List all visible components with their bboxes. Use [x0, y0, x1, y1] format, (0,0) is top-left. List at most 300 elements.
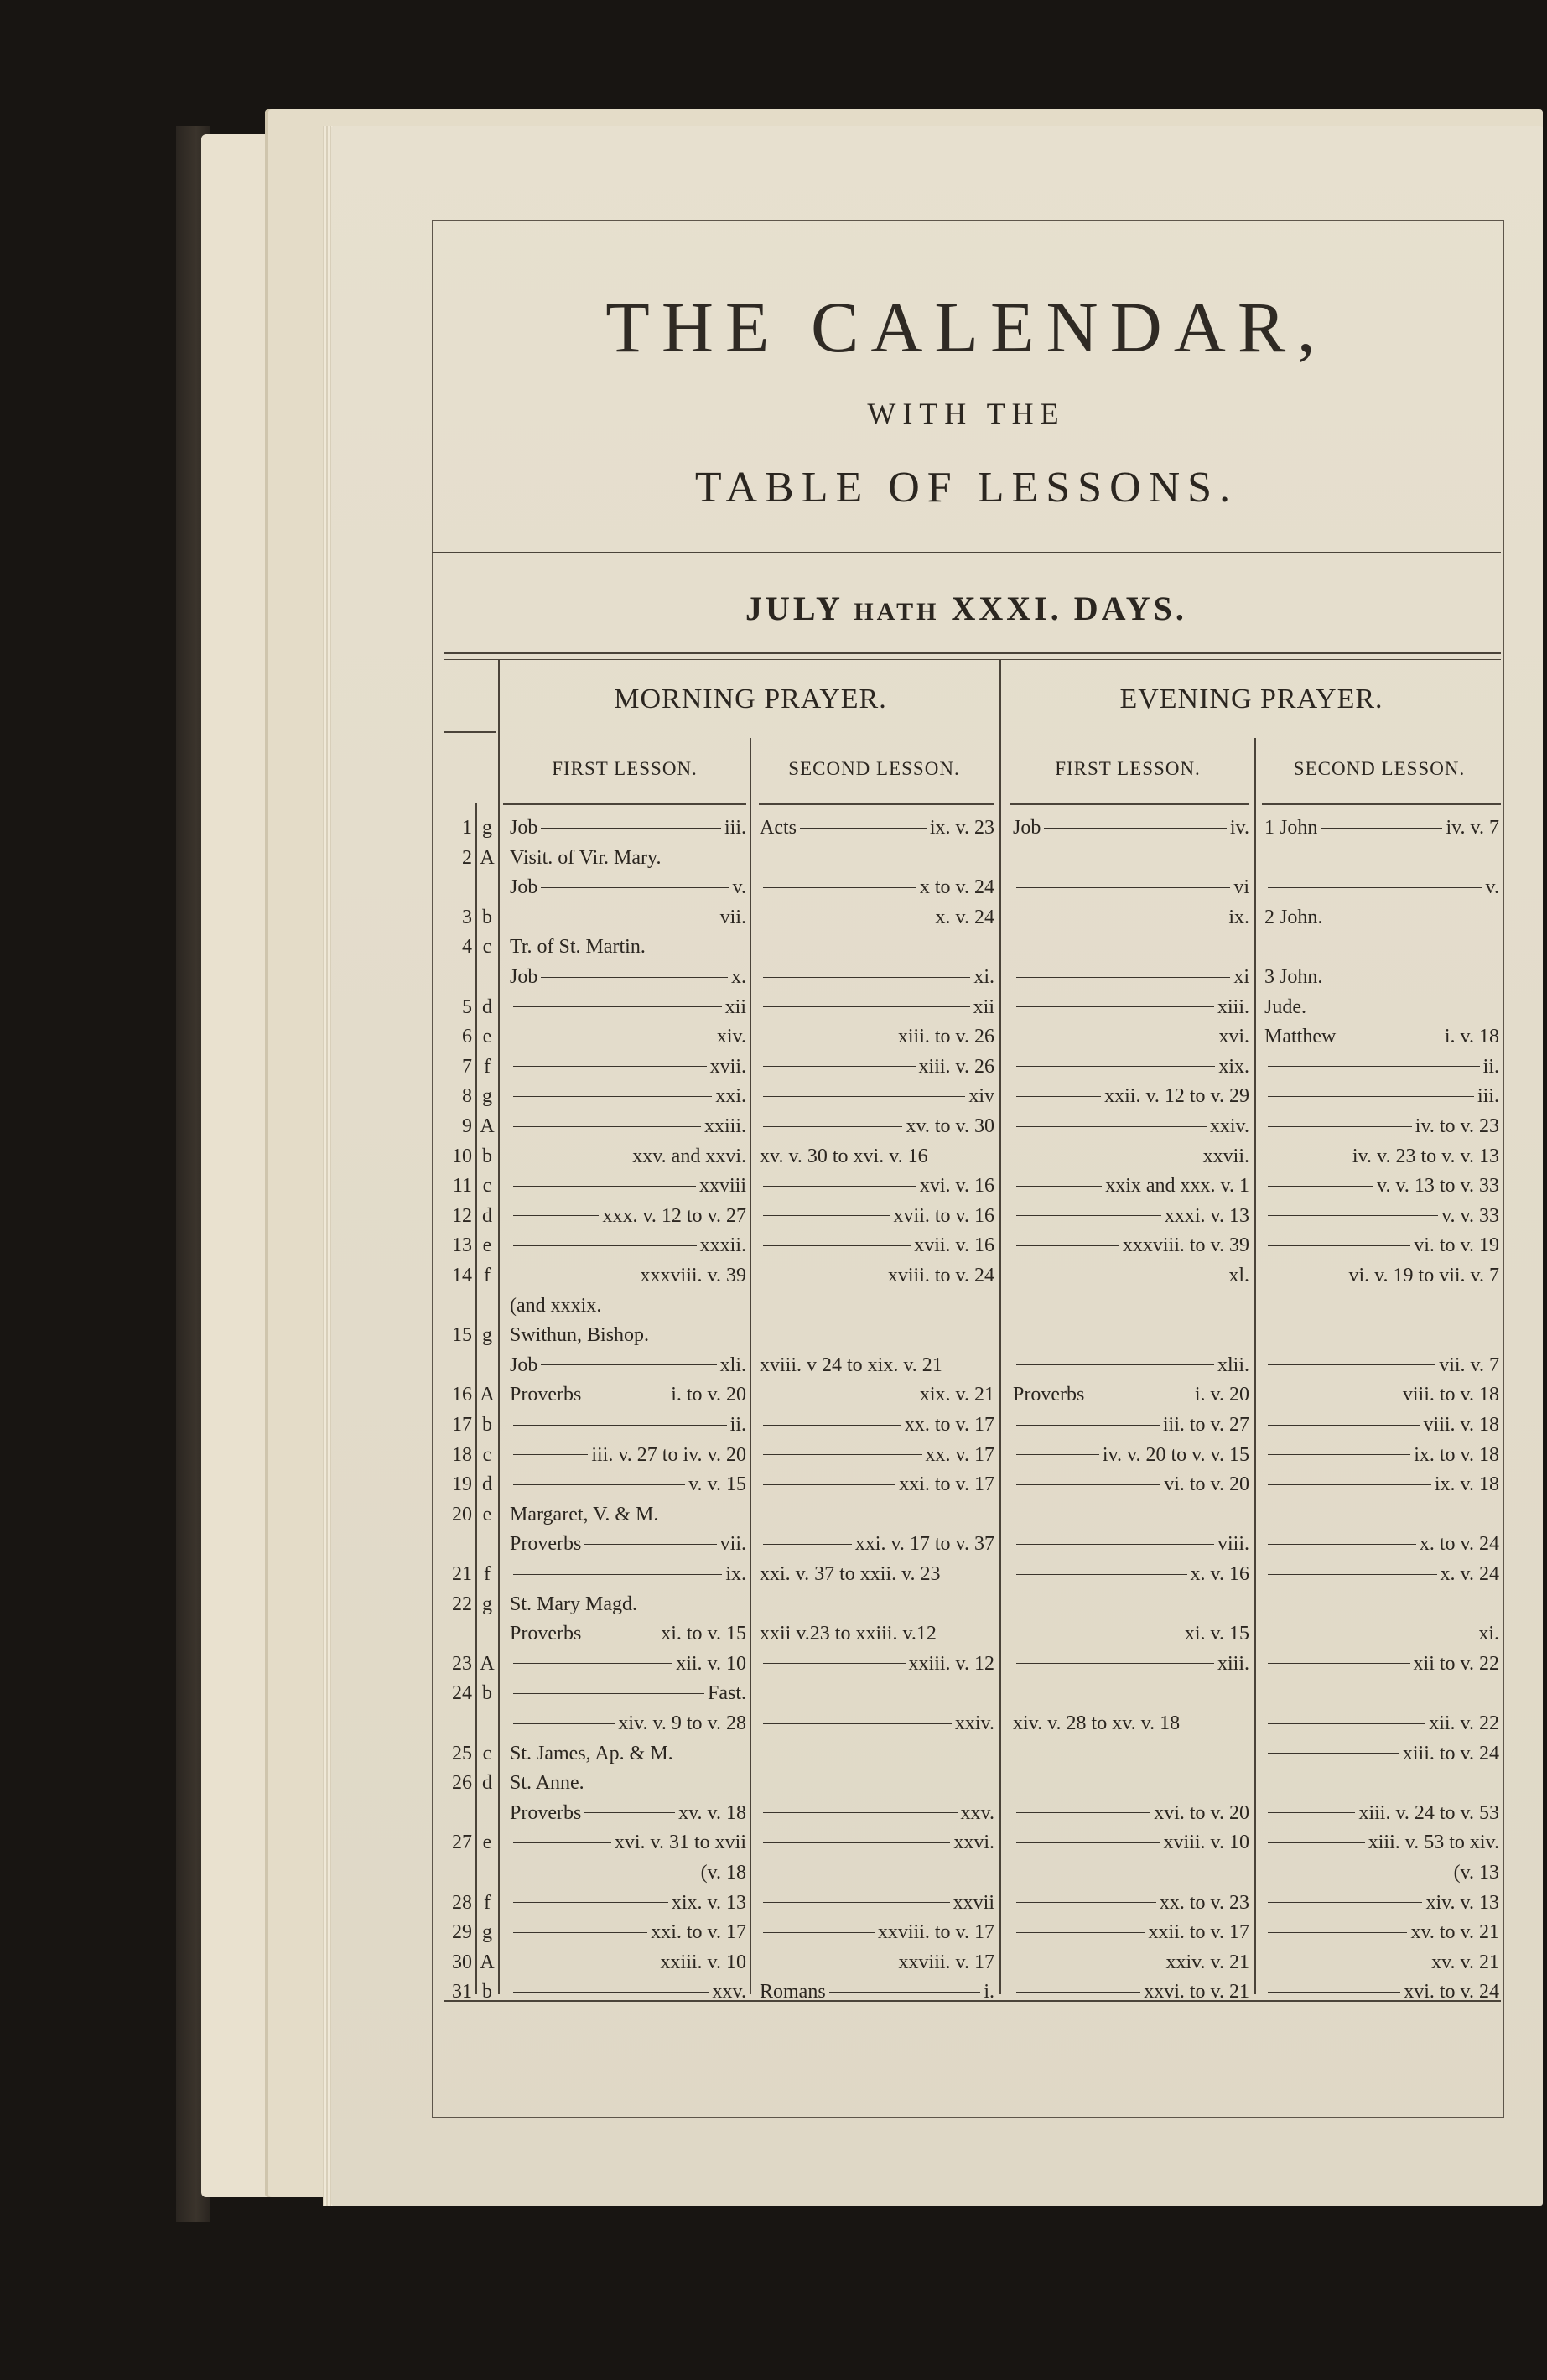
leader-line	[763, 1425, 901, 1426]
lesson-chapter: i. v. 18	[1444, 1026, 1499, 1048]
day-number: 21	[452, 1563, 472, 1585]
lesson-book: Visit. of Vir. Mary.	[510, 846, 662, 869]
day-number: 9	[462, 1115, 472, 1137]
lesson-chapter: xix. v. 21	[919, 1384, 994, 1406]
lesson-chapter: xxvii	[953, 1891, 994, 1914]
dominical-letter: A	[480, 846, 495, 869]
leader-line	[1268, 1842, 1365, 1843]
leader-line	[1268, 1425, 1420, 1426]
rule-under-title	[432, 552, 1501, 553]
lesson-chapter: xix.	[1218, 1055, 1249, 1078]
lesson-cell	[1264, 813, 1499, 842]
dominical-letter: c	[482, 1175, 492, 1198]
leader-line	[1268, 1544, 1416, 1545]
lesson-chapter: xvii. v. 16	[914, 1234, 994, 1257]
lesson-cell	[760, 993, 994, 1021]
leader-line	[763, 1096, 965, 1097]
col-rule-3	[1010, 803, 1249, 805]
lesson-cell	[510, 1112, 746, 1141]
lesson-cell	[760, 1082, 994, 1110]
dominical-letter: A	[480, 1115, 495, 1137]
morning-prayer-header: MORNING PRAYER.	[614, 683, 887, 715]
lesson-chapter: xxxii.	[699, 1234, 746, 1257]
lesson-cell	[510, 1858, 746, 1887]
leader-line	[763, 1454, 922, 1455]
lesson-chapter: xxix and xxx. v. 1	[1105, 1175, 1249, 1198]
lesson-chapter: xl.	[1228, 1265, 1249, 1286]
divider-day-letter	[475, 803, 477, 1994]
lesson-book: Proverbs	[510, 1801, 582, 1824]
leader-line	[513, 1663, 672, 1664]
lesson-cell	[1264, 903, 1499, 932]
lesson-chapter: xv. to v. 30	[906, 1115, 994, 1137]
lesson-cell	[510, 1321, 746, 1349]
lesson-cell	[510, 1261, 746, 1290]
lesson-chapter: xxi. v. 17 to v. 37	[854, 1533, 994, 1556]
lesson-cell	[760, 903, 994, 932]
leader-line	[1016, 1454, 1099, 1455]
month-name: JULY	[745, 590, 854, 627]
lesson-cell	[760, 1530, 994, 1558]
leader-line	[513, 1693, 704, 1694]
leader-line	[541, 1364, 716, 1365]
dominical-letter: d	[482, 995, 492, 1018]
lesson-cell	[510, 1799, 746, 1827]
lesson-chapter: xxi. to v. 17	[651, 1921, 746, 1944]
morning-second-lesson-header: SECOND LESSON.	[788, 758, 960, 779]
lesson-chapter: v.	[732, 876, 746, 899]
lesson-cell	[510, 1590, 746, 1619]
lesson-book: Proverbs	[510, 1623, 582, 1645]
lesson-chapter: v. v. 13 to v. 33	[1377, 1175, 1499, 1198]
leader-line	[1016, 1215, 1161, 1216]
lesson-chapter: ii.	[1482, 1055, 1499, 1078]
lesson-cell	[510, 1977, 746, 2006]
leader-line	[1016, 887, 1230, 888]
lesson-cell	[760, 1112, 994, 1141]
lesson-cell	[1264, 1470, 1499, 1499]
lesson-chapter: iv.	[1229, 817, 1249, 839]
lesson-cell	[1264, 1828, 1499, 1857]
lesson-cell	[760, 1948, 994, 1977]
lesson-chapter: vi. to v. 20	[1164, 1473, 1249, 1496]
dominical-letter	[479, 1709, 496, 1738]
lesson-chapter: xii. v. 10	[676, 1652, 746, 1675]
leader-line	[1268, 1574, 1437, 1575]
leader-line	[763, 1902, 950, 1903]
lesson-chapter: xii	[724, 995, 746, 1018]
lesson-chapter: xv. v. 18	[678, 1801, 746, 1824]
leader-line	[513, 1574, 722, 1575]
lesson-cell	[1013, 1172, 1249, 1200]
day-number: 19	[452, 1473, 472, 1496]
lesson-chapter: xvi. v. 31 to xvii	[614, 1832, 746, 1854]
dominical-letter: b	[482, 1682, 492, 1705]
lesson-cell	[1013, 1052, 1249, 1081]
lesson-cell	[760, 1799, 994, 1827]
leader-line	[513, 1126, 701, 1127]
day-number: 18	[452, 1443, 472, 1466]
day-number: 29	[452, 1921, 472, 1944]
lesson-chapter: xiii.	[1217, 995, 1249, 1018]
leader-line	[513, 1992, 709, 1993]
lesson-chapter: xvii.	[709, 1055, 746, 1078]
lesson-chapter: x. to v. 24	[1419, 1533, 1499, 1556]
lesson-book: Job	[510, 1354, 538, 1376]
leader-line	[1016, 1126, 1207, 1127]
lesson-cell	[510, 1650, 746, 1678]
lesson-cell	[760, 1202, 994, 1230]
leader-line	[541, 887, 729, 888]
dominical-letter: c	[482, 1443, 492, 1466]
lesson-chapter: viii. to v. 18	[1402, 1384, 1499, 1406]
lesson-cell	[1264, 963, 1499, 991]
leader-line	[1016, 1096, 1101, 1097]
day-number	[450, 1619, 472, 1648]
lesson-chapter: iv. v. 7	[1446, 817, 1499, 839]
dominical-letter	[479, 963, 496, 991]
dominical-letter	[479, 1530, 496, 1558]
lesson-chapter: xiii. v. 24 to v. 53	[1358, 1801, 1499, 1824]
day-number	[450, 1351, 472, 1380]
leader-line	[513, 1186, 696, 1187]
lesson-chapter: xiii. to v. 24	[1402, 1742, 1499, 1764]
lesson-cell	[510, 1709, 746, 1738]
leader-line	[513, 1454, 588, 1455]
lesson-cell	[760, 1172, 994, 1200]
lesson-book: Proverbs	[510, 1384, 582, 1406]
lesson-cell	[510, 1022, 746, 1051]
lesson-cell	[1013, 1619, 1249, 1648]
lesson-chapter: xxiv. v. 21	[1165, 1951, 1249, 1973]
leader-line	[763, 1006, 970, 1007]
lesson-chapter: xi.	[973, 966, 994, 988]
lesson-chapter: xxviii. v. 17	[898, 1951, 994, 1973]
leader-line	[1016, 1574, 1187, 1575]
lesson-cell	[760, 1231, 994, 1260]
lesson-chapter: v.	[1485, 876, 1499, 899]
lesson-chapter: Fast.	[707, 1682, 746, 1705]
dominical-letter: c	[482, 1742, 492, 1764]
lesson-book: xxi. v. 37 to xxii. v. 23	[760, 1563, 941, 1585]
lesson-chapter: ii.	[729, 1414, 746, 1436]
lesson-cell	[510, 1291, 746, 1320]
lesson-cell	[510, 844, 746, 872]
lesson-cell	[1264, 1231, 1499, 1260]
dominical-letter: e	[482, 1026, 492, 1048]
lesson-book: Job	[510, 966, 538, 988]
leader-line	[513, 1902, 668, 1903]
lesson-chapter: viii.	[1217, 1533, 1249, 1556]
lesson-cell	[510, 1411, 746, 1439]
lesson-chapter: iii.	[1477, 1085, 1499, 1108]
lesson-cell	[510, 1231, 746, 1260]
lesson-cell	[1264, 993, 1499, 1021]
lesson-cell	[1264, 1261, 1499, 1290]
lesson-cell	[1013, 1650, 1249, 1678]
lesson-cell	[760, 873, 994, 902]
lesson-chapter: xv. v. 21	[1431, 1951, 1499, 1973]
lesson-book: 3 John.	[1264, 966, 1323, 988]
lesson-cell	[510, 1172, 746, 1200]
dominical-letter: b	[482, 906, 492, 928]
lesson-chapter: ix.	[725, 1563, 746, 1585]
lesson-cell	[510, 1052, 746, 1081]
lesson-chapter: ix.	[1228, 906, 1249, 928]
dominical-letter: f	[484, 1055, 491, 1078]
lesson-cell	[1013, 1112, 1249, 1141]
day-number: 24	[452, 1682, 472, 1705]
lesson-chapter: x to v. 24	[919, 876, 994, 899]
lesson-book: xiv. v. 28 to xv. v. 18	[1013, 1712, 1181, 1734]
lesson-chapter: iii. to v. 27	[1162, 1414, 1249, 1436]
leader-line	[1268, 1126, 1412, 1127]
day-number: 23	[452, 1652, 472, 1675]
dominical-letter: d	[482, 1473, 492, 1496]
dominical-letter	[479, 1799, 496, 1827]
lesson-book: Jude.	[1264, 995, 1306, 1018]
lesson-book: xv. v. 30 to xvi. v. 16	[760, 1145, 928, 1167]
lesson-book: 1 John	[1264, 817, 1318, 839]
dominical-letter: g	[482, 1085, 492, 1108]
lesson-cell	[760, 1022, 994, 1051]
table-top-rule-2	[444, 659, 1501, 660]
lesson-cell	[760, 963, 994, 991]
lesson-book: Matthew	[1264, 1026, 1337, 1048]
lesson-cell	[1264, 1918, 1499, 1946]
lesson-cell	[760, 1619, 994, 1648]
lesson-cell	[510, 903, 746, 932]
day-number: 16	[452, 1384, 472, 1406]
lesson-chapter: xxi. to v. 17	[899, 1473, 994, 1496]
lesson-cell	[510, 1142, 746, 1171]
dominical-letter: A	[480, 1951, 495, 1973]
lesson-cell	[510, 1619, 746, 1648]
lesson-cell	[1264, 1202, 1499, 1230]
dominical-letter	[479, 1351, 496, 1380]
lesson-cell	[1264, 1889, 1499, 1917]
leader-line	[1016, 1544, 1214, 1545]
lesson-cell	[760, 1709, 994, 1738]
lesson-book: Job	[510, 876, 538, 899]
lesson-chapter: xxv. and xxvi.	[632, 1145, 746, 1167]
lesson-cell	[1264, 1052, 1499, 1081]
lesson-cell	[510, 1889, 746, 1917]
lesson-chapter: xxvi. to v. 21	[1144, 1981, 1249, 2003]
lesson-chapter: xx. to v. 23	[1159, 1891, 1249, 1914]
leader-line	[763, 1723, 952, 1724]
day-number: 3	[462, 906, 472, 928]
leader-line	[1268, 1992, 1400, 1993]
lesson-cell	[510, 1828, 746, 1857]
lesson-book: Acts	[760, 817, 797, 839]
lesson-chapter: x. v. 24	[935, 906, 994, 928]
lesson-cell	[510, 1530, 746, 1558]
leader-line	[763, 1812, 958, 1813]
lesson-chapter: i. to v. 20	[671, 1384, 746, 1406]
lesson-cell	[510, 873, 746, 902]
lesson-chapter: xiii. v. 26	[918, 1055, 994, 1078]
lesson-cell	[1013, 1202, 1249, 1230]
leader-line	[513, 1842, 611, 1843]
dominical-letter: b	[482, 1414, 492, 1436]
day-number: 25	[452, 1742, 472, 1764]
day-number: 5	[462, 995, 472, 1018]
lesson-chapter: xxii. to v. 17	[1148, 1921, 1249, 1944]
day-number: 20	[452, 1503, 472, 1525]
lesson-chapter: xviii. to v. 24	[887, 1265, 994, 1286]
lesson-cell	[1264, 1082, 1499, 1110]
lesson-book: Tr. of St. Martin.	[510, 936, 646, 959]
day-number	[450, 1709, 472, 1738]
day-number	[450, 1858, 472, 1887]
evening-prayer-header: EVENING PRAYER.	[1119, 683, 1383, 715]
lesson-cell	[1013, 1918, 1249, 1946]
dominical-letter: c	[482, 936, 492, 959]
lesson-cell	[510, 993, 746, 1021]
lesson-cell	[1013, 1560, 1249, 1588]
lesson-cell	[1264, 1172, 1499, 1200]
day-number	[450, 1530, 472, 1558]
lesson-chapter: vi. to v. 19	[1414, 1234, 1499, 1257]
lesson-chapter: xxvi.	[953, 1832, 994, 1854]
lesson-chapter: xii. v. 22	[1429, 1712, 1499, 1734]
dominical-letter: A	[480, 1384, 495, 1406]
divider-morning-cols	[750, 738, 751, 1994]
dominical-letter: A	[480, 1652, 495, 1675]
dominical-letter	[479, 873, 496, 902]
dominical-letter: b	[482, 1145, 492, 1167]
leader-line	[1016, 1663, 1214, 1664]
lesson-cell	[1264, 1709, 1499, 1738]
lesson-cell	[510, 1380, 746, 1409]
lesson-cell	[760, 1889, 994, 1917]
lesson-chapter: xxiv.	[954, 1712, 994, 1734]
leader-line	[1268, 1723, 1425, 1724]
month-heading	[432, 589, 1501, 628]
lesson-chapter: (v. 18	[700, 1862, 746, 1884]
leader-line	[541, 828, 721, 829]
day-number: 30	[452, 1951, 472, 1973]
lesson-cell	[510, 1082, 746, 1110]
lesson-chapter: xxiii.	[703, 1115, 746, 1137]
leader-line	[763, 1126, 902, 1127]
lesson-cell	[760, 1828, 994, 1857]
lesson-cell	[1264, 1380, 1499, 1409]
lesson-book: Margaret, V. & M.	[510, 1503, 659, 1525]
leader-line	[763, 1066, 916, 1067]
lesson-book: Job	[1013, 817, 1041, 839]
lesson-chapter: xiii. v. 53 to xiv.	[1368, 1832, 1499, 1854]
lesson-cell	[510, 813, 746, 842]
lesson-cell	[1013, 1828, 1249, 1857]
leader-line	[1268, 1663, 1410, 1664]
leader-line	[1268, 1186, 1373, 1187]
dominical-letter: g	[482, 1593, 492, 1615]
leader-line	[1016, 1842, 1160, 1843]
lesson-cell	[510, 1202, 746, 1230]
leader-line	[763, 1932, 875, 1933]
day-number: 28	[452, 1891, 472, 1914]
leader-line	[1268, 1066, 1480, 1067]
lesson-chapter: xiii. to v. 26	[897, 1026, 994, 1048]
day-number: 26	[452, 1772, 472, 1795]
lesson-cell	[760, 1918, 994, 1946]
lesson-cell	[1264, 1977, 1499, 2006]
lesson-cell	[760, 1380, 994, 1409]
lesson-chapter: iii. v. 27 to iv. v. 20	[591, 1443, 746, 1466]
leader-line	[1268, 1245, 1410, 1246]
dominical-letter: g	[482, 817, 492, 839]
lesson-cell	[1013, 903, 1249, 932]
lesson-cell	[1013, 1351, 1249, 1380]
day-number: 27	[452, 1832, 472, 1854]
lesson-chapter: xxi.	[715, 1085, 746, 1108]
lesson-chapter: xxx. v. 12 to v. 27	[602, 1204, 746, 1227]
dominical-letter	[479, 1291, 496, 1320]
dominical-letter: g	[482, 1324, 492, 1347]
lesson-cell	[1013, 963, 1249, 991]
day-number	[450, 1291, 472, 1320]
lesson-chapter: (v. 13	[1453, 1862, 1499, 1884]
lesson-book: St. Mary Magd.	[510, 1593, 637, 1615]
lesson-cell	[510, 1441, 746, 1469]
lesson-cell	[510, 1351, 746, 1380]
morning-first-lesson-header: FIRST LESSON.	[552, 758, 698, 779]
month-hath: HATH	[854, 598, 940, 626]
day-number: 22	[452, 1593, 472, 1615]
title-with: WITH THE	[867, 397, 1066, 430]
leader-line	[1268, 1364, 1435, 1365]
leader-line	[513, 1932, 647, 1933]
lesson-book: (and xxxix.	[510, 1294, 602, 1317]
lesson-cell	[1013, 1082, 1249, 1110]
lesson-chapter: i.	[984, 1981, 994, 2003]
lesson-chapter: x.	[731, 966, 746, 988]
lesson-chapter: ix. to v. 18	[1414, 1443, 1499, 1466]
leader-line	[1016, 1186, 1102, 1187]
lesson-cell	[760, 1650, 994, 1678]
lesson-chapter: xxviii	[698, 1175, 746, 1198]
leader-line	[829, 1992, 981, 1993]
lesson-chapter: xi.	[1478, 1623, 1499, 1645]
leader-line	[1268, 1096, 1474, 1097]
lesson-chapter: x. v. 24	[1440, 1563, 1499, 1585]
leader-line	[763, 1215, 890, 1216]
col-rule-1	[503, 803, 746, 805]
lesson-cell	[760, 1411, 994, 1439]
lesson-cell	[1264, 1858, 1499, 1887]
lesson-chapter: vii. v. 7	[1439, 1354, 1499, 1376]
lesson-cell	[760, 813, 994, 842]
divider-evening-cols	[1254, 738, 1256, 1994]
col-rule-4	[1262, 803, 1501, 805]
evening-second-lesson-header: SECOND LESSON.	[1293, 758, 1466, 779]
lesson-chapter: xxxi. v. 13	[1164, 1204, 1249, 1227]
lesson-cell	[1013, 873, 1249, 902]
leader-line	[763, 1663, 906, 1664]
lesson-book: xviii. v 24 to xix. v. 21	[760, 1354, 942, 1376]
leader-line	[1268, 1454, 1410, 1455]
lesson-cell	[1013, 1799, 1249, 1827]
lesson-chapter: xxxviii. v. 39	[640, 1265, 746, 1286]
lesson-chapter: xvi. to v. 24	[1404, 1981, 1499, 2003]
lesson-cell	[760, 1142, 994, 1171]
lesson-book: xxii v.23 to xxiii. v.12	[760, 1623, 937, 1645]
lesson-chapter: xi. v. 15	[1184, 1623, 1249, 1645]
day-number: 8	[462, 1085, 472, 1108]
header-rule-left	[444, 731, 496, 733]
